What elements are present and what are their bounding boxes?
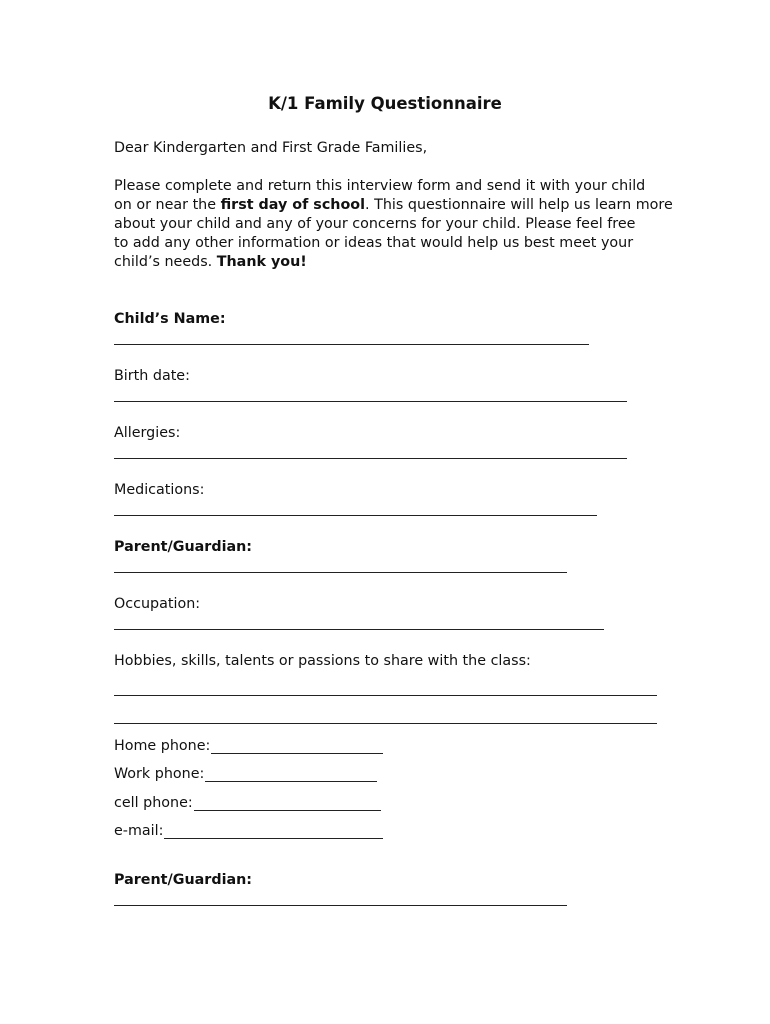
work-phone-field[interactable] (205, 767, 377, 782)
allergies-label: Allergies: (114, 425, 181, 441)
hobbies-field-line-2[interactable] (114, 723, 657, 724)
intro-line (114, 253, 674, 272)
allergies-field[interactable] (114, 458, 627, 459)
work-phone-label: Work phone: (114, 766, 205, 782)
child-name-label: Child’s Name: (114, 311, 226, 327)
intro-text: about your child and any of your concerns for your child. Please feel free (114, 216, 636, 232)
cell-phone-field[interactable] (194, 796, 381, 811)
email-label: e-mail: (114, 823, 164, 839)
intro-line (114, 215, 674, 234)
birth-date-field[interactable] (114, 401, 627, 402)
occupation-field[interactable] (114, 629, 604, 630)
medications-label: Medications: (114, 482, 205, 498)
intro-line (114, 177, 674, 196)
parent-guardian-label: Parent/Guardian: (114, 539, 253, 555)
occupation-label: Occupation: (114, 596, 201, 612)
cell-phone-row (114, 795, 381, 811)
child-name-field[interactable] (114, 344, 589, 345)
intro-text: child’s needs. (114, 254, 217, 270)
email-row (114, 823, 383, 839)
intro-text: to add any other information or ideas that would help us best meet your (114, 235, 634, 251)
home-phone-label: Home phone: (114, 738, 211, 754)
home-phone-row (114, 738, 383, 754)
cell-phone-label: cell phone: (114, 795, 193, 811)
birth-date-label: Birth date: (114, 368, 190, 384)
email-field[interactable] (164, 824, 383, 839)
home-phone-field[interactable] (211, 739, 383, 754)
parent-guardian-field[interactable] (114, 572, 567, 573)
parent-guardian-2-field[interactable] (114, 905, 567, 906)
medications-field[interactable] (114, 515, 597, 516)
work-phone-row (114, 766, 377, 782)
greeting: Dear Kindergarten and First Grade Families, (114, 140, 428, 156)
page-title: K/1 Family Questionnaire (268, 94, 502, 113)
intro-line (114, 196, 674, 215)
intro-text: on or near the (114, 197, 221, 213)
hobbies-field-line-1[interactable] (114, 695, 657, 696)
intro-emphasis: first day of school (220, 197, 366, 213)
parent-guardian-2-label: Parent/Guardian: (114, 872, 253, 888)
intro-paragraph (114, 177, 674, 272)
intro-text: . This questionnaire will help us learn more (365, 197, 673, 213)
hobbies-label: Hobbies, skills, talents or passions to share with the class: (114, 653, 531, 669)
intro-text: Please complete and return this interview form and send it with your child (114, 178, 646, 194)
intro-emphasis: Thank you! (216, 254, 307, 270)
intro-line (114, 234, 674, 253)
